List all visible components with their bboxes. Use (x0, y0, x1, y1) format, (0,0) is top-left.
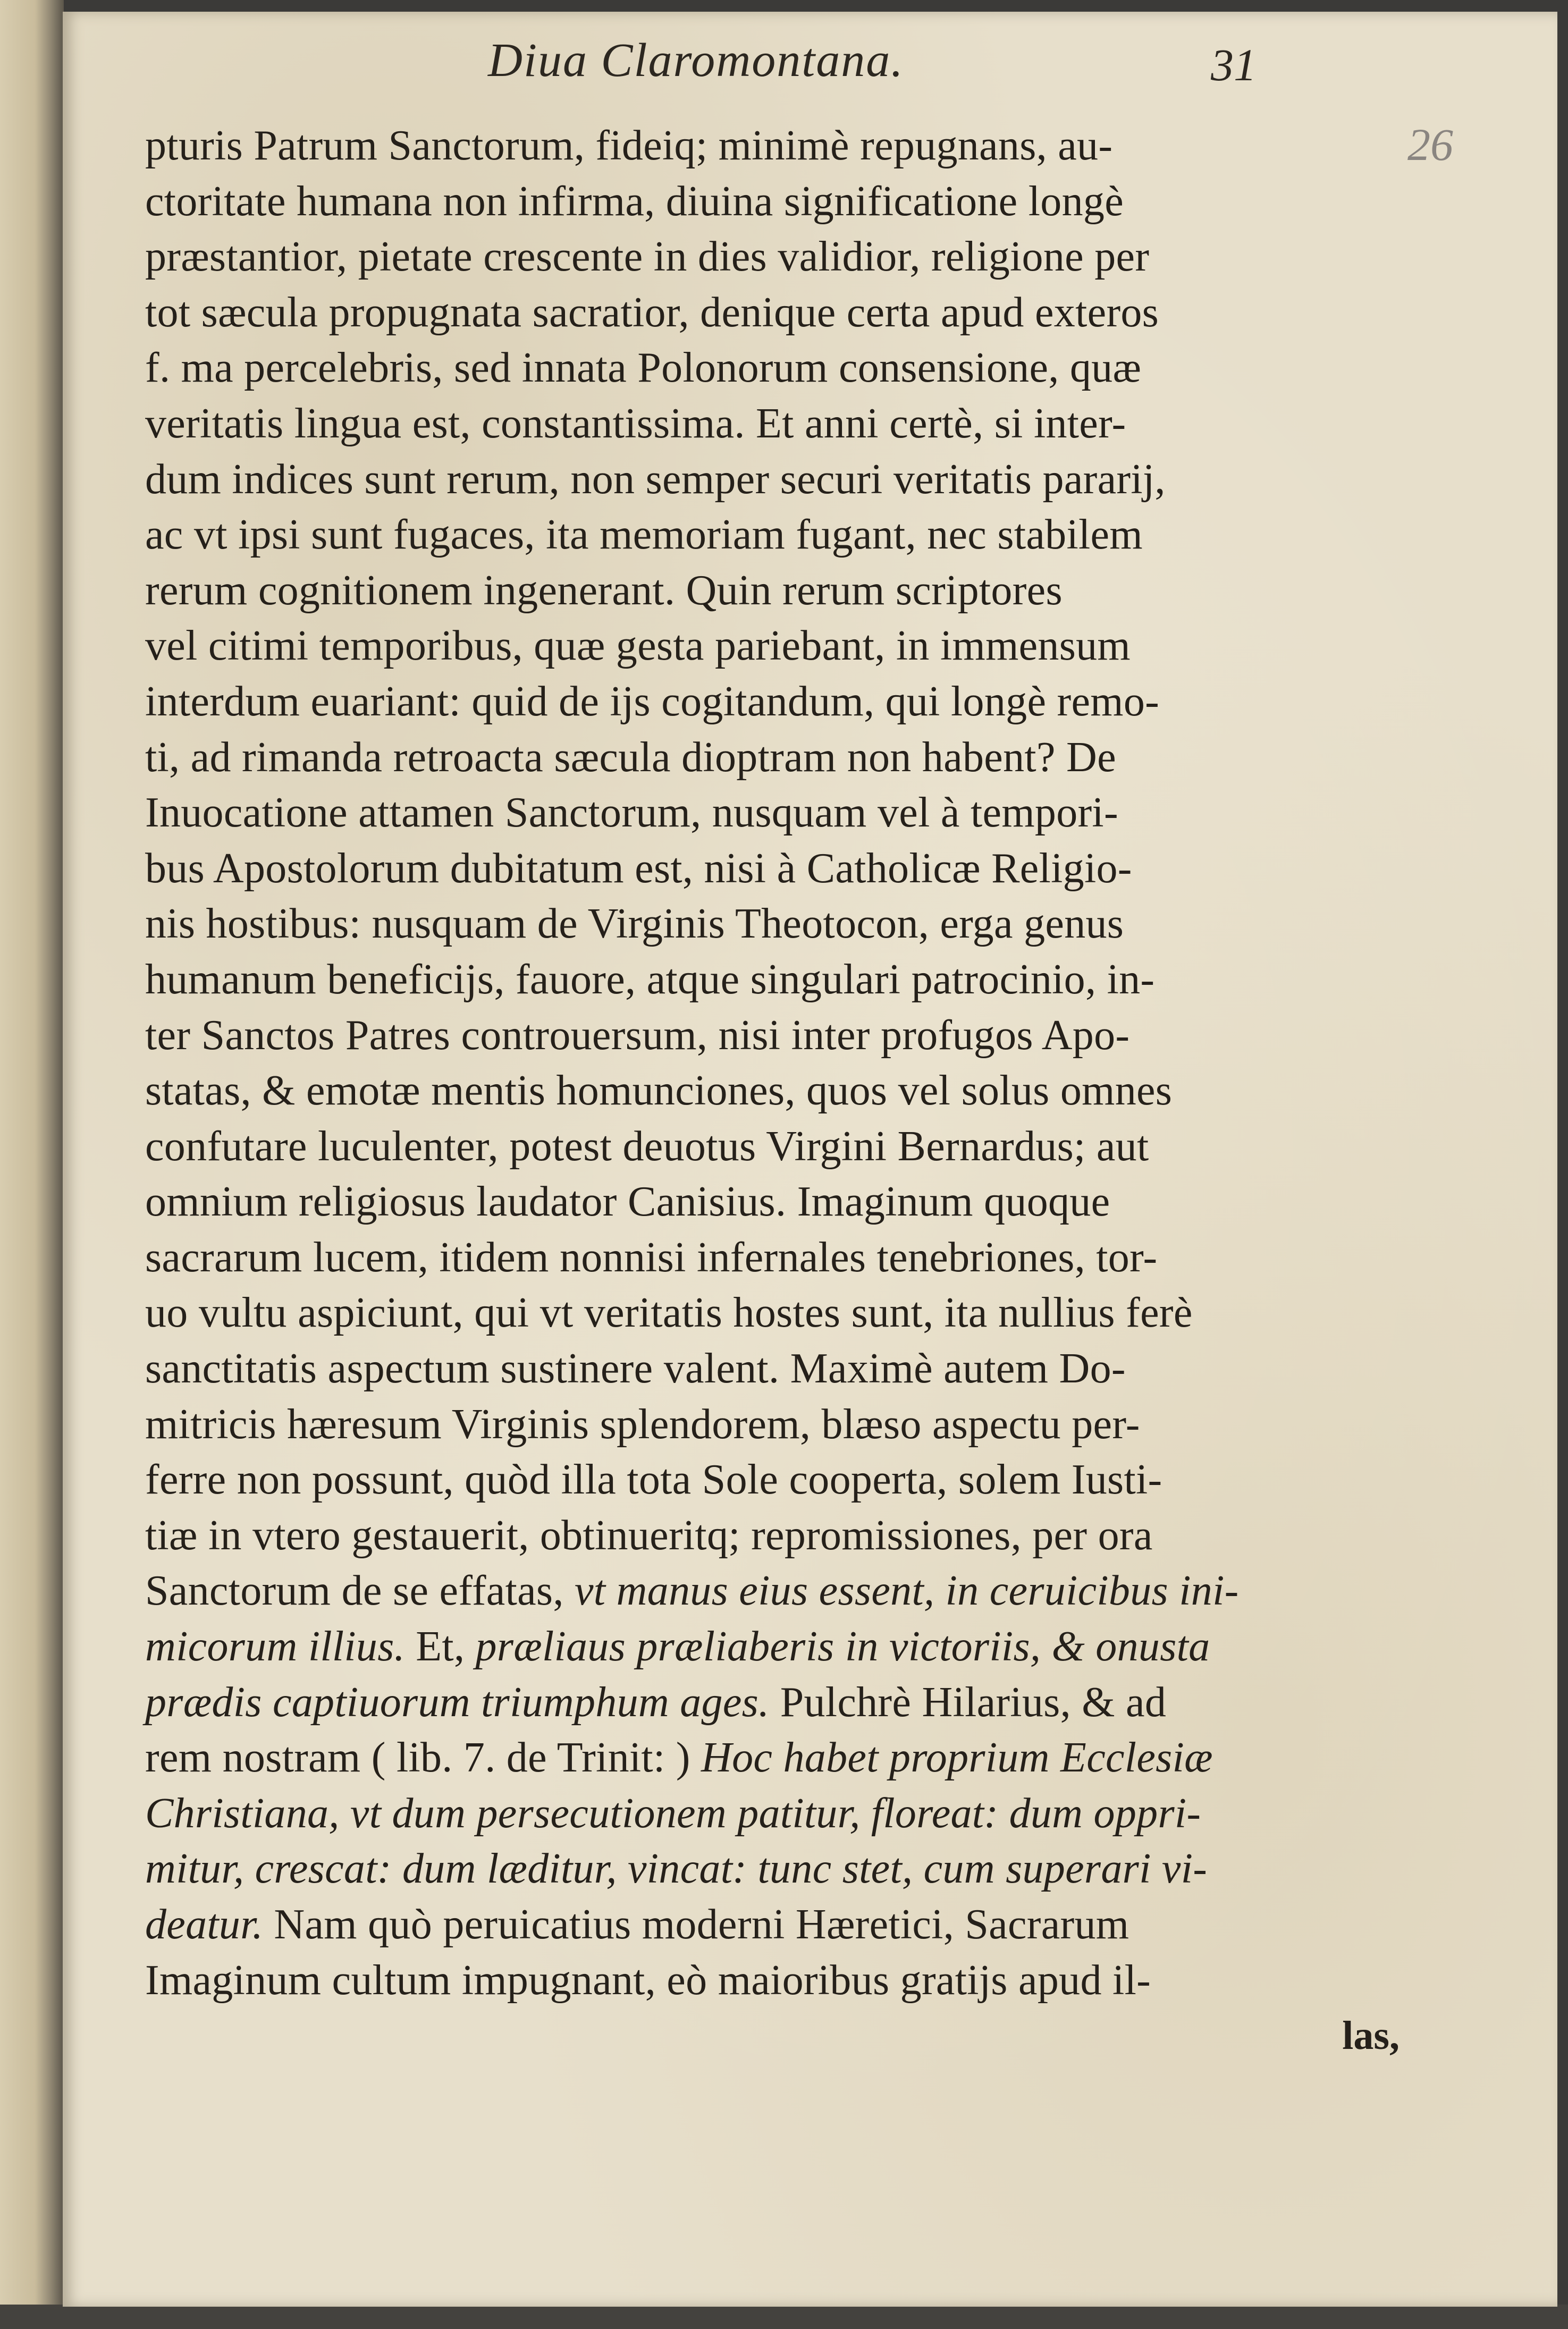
text-line (145, 340, 1421, 396)
text-line (145, 1841, 1421, 1897)
text-line (145, 618, 1421, 674)
text-line (145, 563, 1421, 619)
body-text (145, 118, 1421, 2064)
text-segment: ferre non possunt, quòd illa tota Sole cooperta, solem Iusti- (145, 1456, 1162, 1504)
text-line (145, 1063, 1421, 1119)
text-line (145, 785, 1421, 841)
text-segment: Nam quò peruicatius moderni Hæretici, Sacrarum (263, 1901, 1129, 1948)
text-line (145, 1563, 1421, 1619)
text-segment: uo vultu aspiciunt, qui vt veritatis hostes sunt, ita nullius ferè (145, 1289, 1193, 1337)
text-segment: Inuocatione attamen Sanctorum, nusquam vel à tempori- (145, 789, 1118, 837)
text-line (145, 1897, 1421, 1953)
text-segment: statas, & emotæ mentis homunciones, quos vel solus omnes (145, 1067, 1173, 1115)
text-segment: sacrarum lucem, itidem nonnisi infernales tenebriones, tor- (145, 1234, 1158, 1281)
running-title: Diua Claromontana. (488, 34, 904, 87)
text-line (145, 730, 1421, 786)
text-segment: præstantior, pietate crescente in dies validior, religione per (145, 233, 1150, 281)
text-line (145, 1285, 1421, 1341)
text-line (145, 1008, 1421, 1064)
text-line (145, 1508, 1421, 1564)
text-line (145, 1675, 1421, 1731)
text-line (145, 1341, 1421, 1397)
text-line (145, 118, 1421, 174)
italic-text-segment: micorum illius. (145, 1623, 405, 1670)
italic-text-segment: præliaus præliaberis in victoriis, & onusta (475, 1623, 1210, 1670)
text-line (145, 952, 1421, 1008)
text-segment: vel citimi temporibus, quæ gesta pariebant, in immensum (145, 622, 1131, 670)
text-line (145, 674, 1421, 730)
text-segment: ac vt ipsi sunt fugaces, ita memoriam fugant, nec stabilem (145, 511, 1143, 559)
text-line (145, 1786, 1421, 1842)
text-segment: bus Apostolorum dubitatum est, nisi à Catholicæ Religio- (145, 845, 1132, 892)
text-segment: ti, ad rimanda retroacta sæcula dioptram non habent? De (145, 733, 1116, 781)
running-head (63, 33, 1557, 91)
text-segment: Sanctorum de se effatas, (145, 1567, 575, 1615)
text-segment: omnium religiosus laudator Canisius. Imaginum quoque (145, 1178, 1110, 1226)
text-line (145, 896, 1421, 952)
text-line (145, 1953, 1421, 2009)
scan-bottom-edge (0, 2305, 1568, 2329)
text-segment: sanctitatis aspectum sustinere valent. Maximè autem Do- (145, 1345, 1126, 1393)
text-segment: Pulchrè Hilarius, & ad (769, 1678, 1167, 1726)
text-line (145, 1730, 1421, 1786)
text-segment: tiæ in vtero gestauerit, obtinueritq; repromissiones, per ora (145, 1512, 1153, 1559)
book-page (63, 12, 1557, 2307)
italic-text-segment: deatur. (145, 1901, 264, 1948)
text-line (145, 1452, 1421, 1508)
text-line (145, 1619, 1421, 1675)
margin-pencil-note: 26 (1407, 119, 1453, 170)
text-segment: humanum beneficijs, fauore, atque singulari patrocinio, in- (145, 956, 1155, 1003)
text-segment: ter Sanctos Patres controuersum, nisi inter profugos Apo- (145, 1011, 1130, 1059)
italic-text-segment: Hoc habet proprium Ecclesiæ (701, 1734, 1213, 1782)
text-segment: pturis Patrum Sanctorum, fideiq; minimè repugnans, au- (145, 122, 1113, 169)
book-spine (0, 0, 64, 2329)
text-line (145, 1119, 1421, 1175)
italic-text-segment: prædis captiuorum triumphum ages. (145, 1678, 770, 1726)
italic-text-segment: vt manus eius essent, in ceruicibus ini- (574, 1567, 1239, 1615)
text-segment: ctoritate humana non infirma, diuina significatione longè (145, 178, 1124, 225)
italic-text-segment: Christiana, vt dum persecutionem patitur, floreat: dum oppri- (145, 1790, 1201, 1837)
text-line (145, 1174, 1421, 1230)
text-segment: mitricis hæresum Virginis splendorem, blæso aspectu per- (145, 1400, 1140, 1448)
text-segment: rerum cognitionem ingenerant. Quin rerum scriptores (145, 567, 1063, 614)
text-segment: Imaginum cultum impugnant, eò maioribus gratijs apud il- (145, 1956, 1151, 2004)
page-number: 31 (1211, 39, 1257, 90)
text-segment: Et, (404, 1623, 476, 1670)
text-segment: tot sæcula propugnata sacratior, denique certa apud exteros (145, 289, 1159, 336)
text-line (145, 229, 1421, 285)
text-line (145, 452, 1421, 508)
text-segment: dum indices sunt rerum, non semper securi veritatis pararij, (145, 455, 1166, 503)
text-segment: rem nostram ( lib. 7. de Trinit: ) (145, 1734, 702, 1782)
text-line (145, 285, 1421, 341)
text-line (145, 396, 1421, 452)
italic-text-segment: mitur, crescat: dum læditur, vincat: tunc stet, cum superari vi- (145, 1845, 1208, 1893)
text-segment: confutare luculenter, potest deuotus Virgini Bernardus; aut (145, 1123, 1149, 1170)
text-line (145, 1397, 1421, 1453)
text-segment: f. ma percelebris, sed innata Polonorum consensione, quæ (145, 344, 1142, 392)
text-line (145, 507, 1421, 563)
text-line (145, 1230, 1421, 1286)
text-segment: veritatis lingua est, constantissima. Et anni certè, si inter- (145, 400, 1126, 447)
text-segment: nis hostibus: nusquam de Virginis Theotocon, erga genus (145, 900, 1124, 948)
text-line (145, 174, 1421, 230)
catchword: las, (1342, 2013, 1400, 2058)
text-line (145, 841, 1421, 897)
text-segment: interdum euariant: quid de ijs cogitandum, qui longè remo- (145, 678, 1160, 725)
